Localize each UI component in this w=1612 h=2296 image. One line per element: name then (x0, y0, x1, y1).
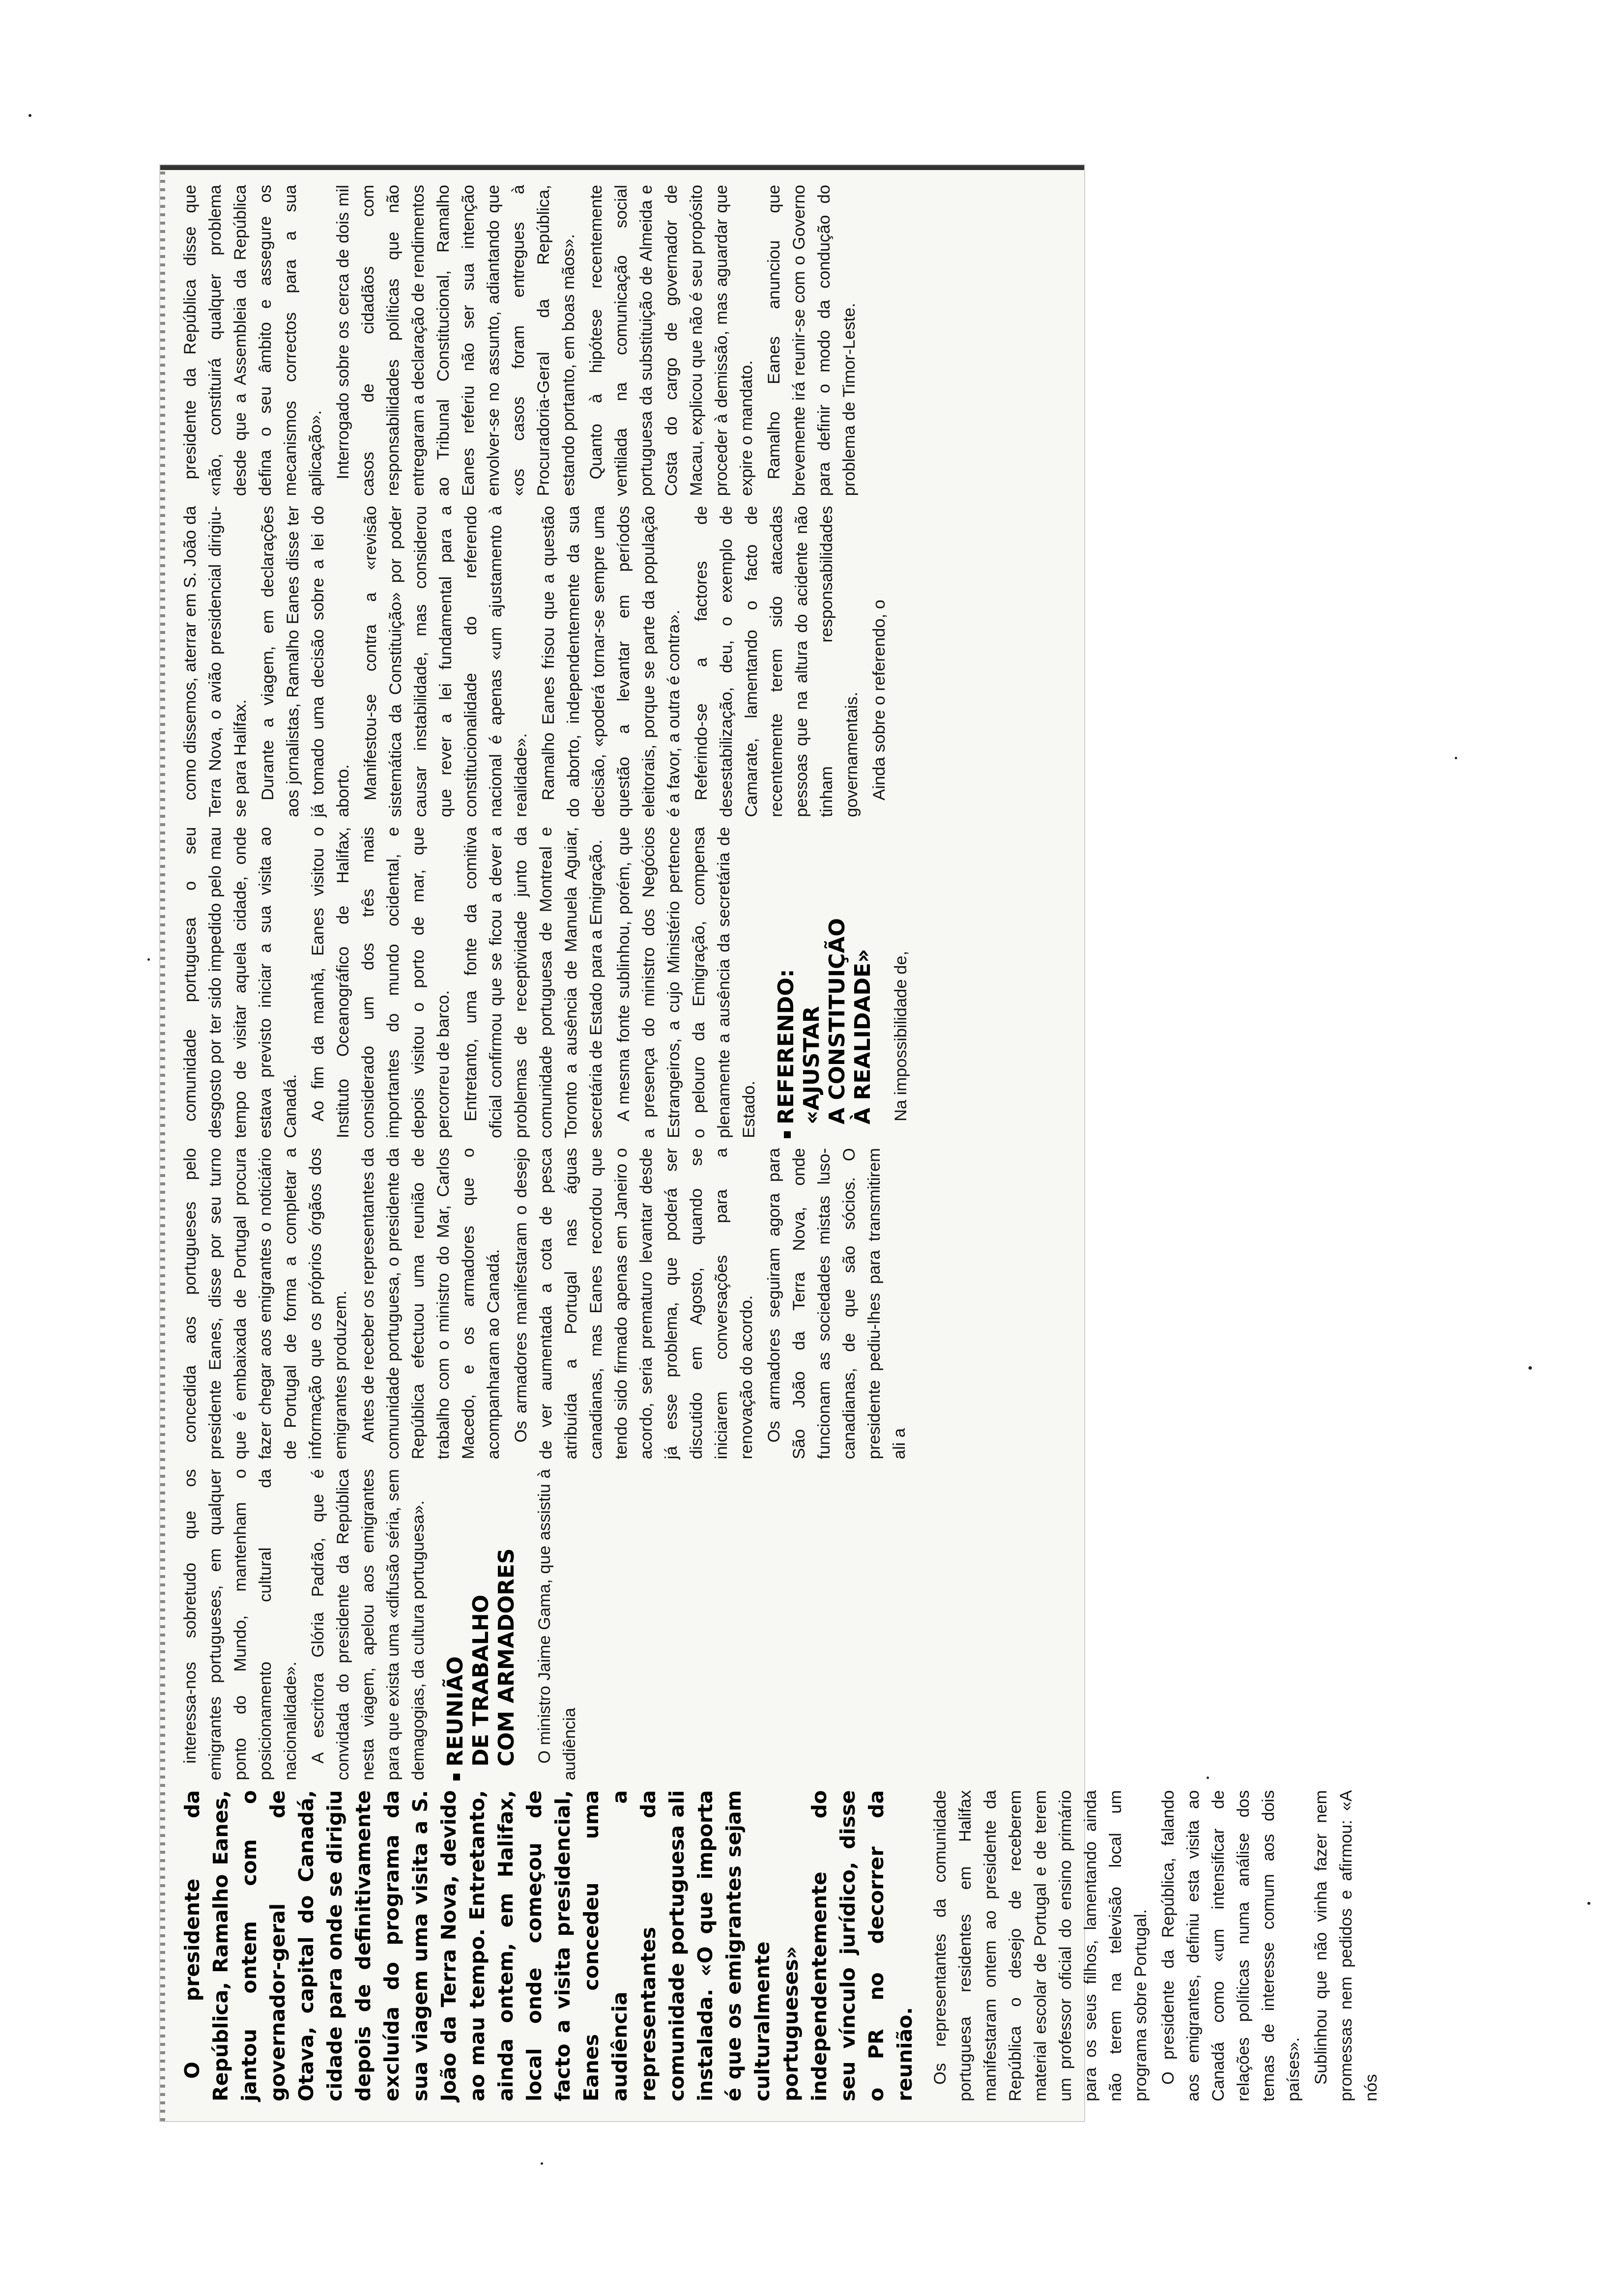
paragraph: A mesma fonte sublinhou, porém, que a presença do ministro dos Negócios Estrangeiros, a cujo Ministério pertence o pelouro da Emigração, compensa plenamente a ausência da secretária de Estado. (614, 827, 758, 1139)
paragraph: Entretanto, uma fonte da comitiva oficial confirmou que se ficou a dever a problemas de receptividade junto da comunidade portuguesa de Montreal e Toronto a ausência de Manuela Aguiar, secretária de Estado para a Emigração. (461, 827, 605, 1139)
article-column-2 (178, 1469, 1069, 1780)
torn-edge (160, 165, 165, 2121)
scan-speck (1528, 1366, 1532, 1370)
paragraph: Sublinhou que não vinha fazer nem promessas nem pedidos e afirmou: «A nós (1312, 1790, 1381, 2101)
scan-speck (147, 958, 150, 961)
paragraph: Durante a viagem, em declarações aos jornalistas, Ramalho Eanes disse ter já tomado uma decisão sobre a lei do aborto. (259, 506, 352, 817)
paragraph: Os armadores manifestaram o desejo de ver aumentada a cota de pesca atribuída a Portugal nas águas canadianas, mas Eanes recordou que tendo sido firmado apenas em Janeiro o acordo, seria prematuro levantar desde já esse problema, que poderá ser discutido em Agosto, quando se iniciarem conversações para a renovação do acordo. (512, 1148, 756, 1460)
scan-speck (541, 2162, 543, 2165)
paragraph: Ao fim da manhã, Eanes visitou o Instituto Oceanográfico de Halifax, considerado um dos três mais importantes do mundo ocidental, e depois visitou o porto de mar, que percorreu de barco. (309, 827, 453, 1139)
paragraph: Referindo-se a factores de desestabilização, deu, o exemplo de Camarate, lamentando o facto de recentemente terem sido atacadas pessoas que na altura do acidente não tinham responsabilidades governamentais. (692, 506, 861, 817)
newspaper-clipping (160, 165, 1381, 2121)
clipping-edge (160, 165, 1084, 170)
paragraph: presidente da República disse que «não, constituirá qualquer problema desde que a Assembleia da República defina o seu âmbito e assegure os mecanismos correctos para a sua aplicação». (181, 185, 325, 496)
scan-speck (1455, 757, 1457, 759)
paragraph: Os representantes da comunidade portuguesa residentes em Halifax manifestaram ontem ao presidente da República o desejo de receberem material escolar de Portugal e de terem um professor oficial do ensino primário para os seus filhos, lamentando ainda não terem na televisão local um programa sobre Portugal. (931, 1790, 1150, 2101)
paragraph: como dissemos, aterrar em S. João da Terra Nova, o avião presidencial dirigiu-se para Halifax. (181, 506, 250, 817)
subheading-referendo: REFERENDO: «AJUSTAR A CONSTITUIÇÃO À REALIDADE» (774, 827, 876, 1138)
paragraph: Quanto à hipótese recentemente ventilada na comunicação social portuguesa da substituição de Almeida e Costa do cargo de governador de Macau, explicou que não é seu propósito proceder à demissão, mas aguardar que expire o mandato. (587, 185, 756, 496)
article-columns (178, 185, 1381, 2101)
article-column-6 (178, 185, 1069, 496)
article-column-5 (178, 506, 1069, 817)
paragraph: O ministro Jaime Gama, que assistiu à audiência (535, 1469, 579, 1780)
scan-speck (1587, 1902, 1590, 1905)
subheading-reuniao: REUNIÃO DE TRABALHO COM ARMADORES (443, 1469, 519, 1780)
paragraph: O presidente da República, falando aos emigrantes, definiu esta visita ao Canadá como «um intensificar de relações políticas numa análise dos temas de interesse comum aos dois países». (1159, 1790, 1303, 2101)
paragraph: A escritora Glória Padrão, que é convidada do presidente da República nesta viagem, apelou aos emigrantes para que exista uma «difusão séria, sem demagogias, da cultura portuguesa». (309, 1469, 428, 1780)
paragraph: Ainda sobre o referendo, o (870, 600, 889, 801)
paragraph: Antes de receber os representantes da comunidade portuguesa, o presidente da República efectuou uma reunião de trabalho com o ministro do Mar, Carlos Macedo, e os armadores que o acompanharam ao Canadá. (359, 1148, 503, 1460)
article-column-1 (178, 1790, 1381, 2101)
paragraph: Na impossibilidade de, (892, 950, 910, 1122)
bullet-icon (453, 1774, 460, 1780)
paragraph: Interrogado sobre os cerca de dois mil casos de cidadãos com responsabilidades políticas que não entregaram a declaração de rendimentos ao Tribunal Constitucional, Ramalho Eanes referiu não ser sua intenção envolver-se no assunto, adiantando que «os casos foram entregues à Procuradoria-Geral da República, estando portanto, em boas mãos». (334, 185, 578, 496)
paragraph: Manifestou-se contra a «revisão sistemática da Constituição» por poder causar instabilidade, mas considerou que rever a lei fundamental para a constitucionalidade do referendo nacional é apenas «um ajustamento à realidade». (361, 506, 530, 817)
article-column-4 (178, 827, 1069, 1138)
paragraph: Os armadores seguiram agora para São João da Terra Nova, onde funcionam as sociedades mistas luso-canadianas, de que são sócios. O presidente pediu-lhes para transmitirem ali a (765, 1148, 909, 1460)
bullet-icon (784, 1131, 791, 1138)
scan-speck (1207, 1777, 1209, 1779)
article-column-3 (178, 1148, 1069, 1459)
scan-speck (29, 114, 31, 117)
article-lead: O presidente da República, Ramalho Eanes, jantou ontem com o governador-geral de Otava, capital do Canadá, cidade para onde se dirigiu depois de definitivamente excluída do programa da sua viagem uma visita a S. João da Terra Nova, devido ao mau tempo. Entretanto, ainda ontem, em Halifax, local onde começou de facto a visita presidencial, Eanes concedeu uma audiência a representantes da comunidade portuguesa ali instalada. «O que importa é que os emigrantes sejam culturalmente portugueses» independentemente do seu vínculo jurídico, disse o PR no decorrer da reunião. (180, 1790, 917, 2101)
paragraph: Ramalho Eanes frisou que a questão do aborto, independentemente da sua decisão, «poderá tornar-se sempre uma questão a levantar em períodos eleitorais, porque se parte da população é a favor, a outra é contra». (539, 506, 683, 817)
paragraph: comunidade portuguesa o seu desgosto por ter sido impedido pelo mau tempo de visitar aquela cidade, onde estava previsto iniciar a sua visita ao Canadá. (181, 827, 300, 1139)
paragraph: concedida aos portugueses pelo presidente Eanes, disse por seu turno que é embaixada de Portugal procura fazer chegar aos emigrantes o noticiário de Portugal de forma a completar a informação que os próprios órgãos dos emigrantes produzem. (181, 1148, 350, 1460)
paragraph: interessa-nos sobretudo que os emigrantes portugueses, em qualquer ponto do Mundo, mantenham o posicionamento cultural da nacionalidade». (181, 1469, 300, 1780)
paragraph: Ramalho Eanes anunciou que brevemente irá reunir-se com o Governo para definir o modo da condução do problema de Timor-Leste. (765, 185, 859, 496)
